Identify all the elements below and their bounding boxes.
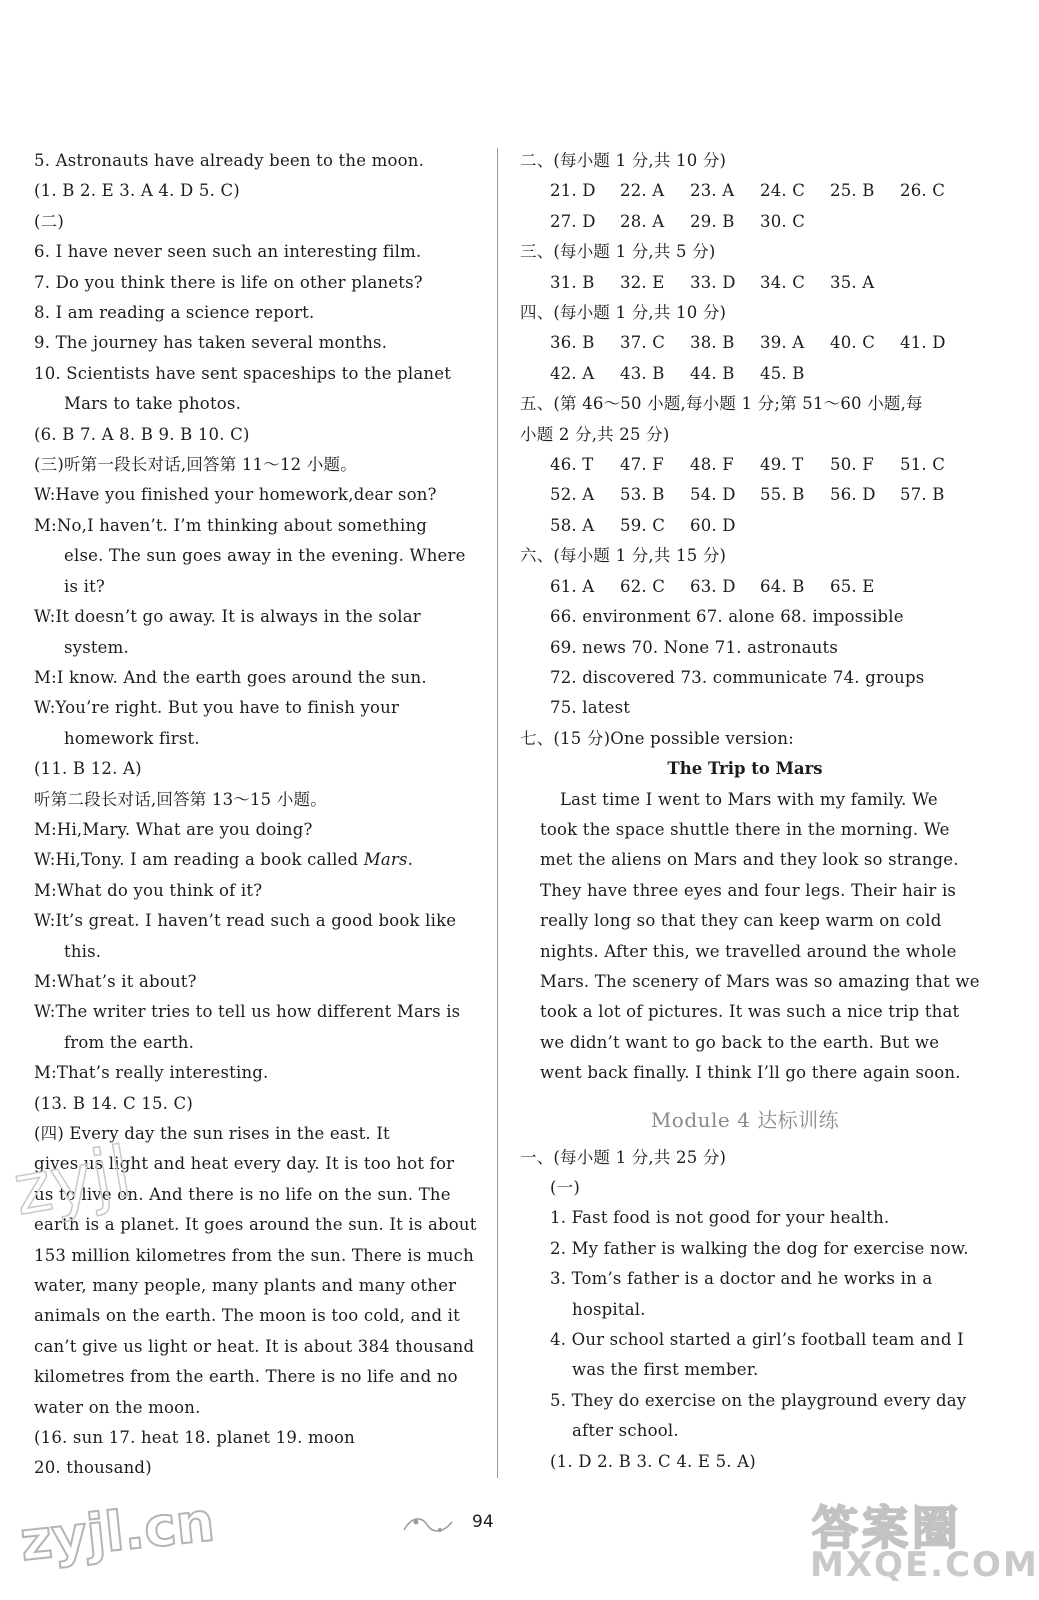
section-heading: 七、(15 分)One possible version: bbox=[520, 728, 794, 748]
answer-item: 30. C bbox=[760, 211, 806, 231]
answer-item: 38. B bbox=[690, 333, 735, 353]
answer-row: 72. discovered 73. communicate 74. groups bbox=[550, 667, 925, 687]
essay-title: The Trip to Mars bbox=[667, 759, 823, 779]
answer-item: 65. E bbox=[830, 576, 875, 596]
dialogue-line: M:What’s it about? bbox=[34, 971, 197, 991]
essay-line: met the aliens on Mars and they look so strange. bbox=[540, 850, 959, 870]
answer-key: (6. B 7. A 8. B 9. B 10. C) bbox=[34, 424, 250, 444]
section-heading: 听第二段长对话,回答第 13～15 小题。 bbox=[34, 789, 327, 809]
dialogue-line: else. The sun goes away in the evening. Where bbox=[64, 546, 466, 566]
section-heading: 三、(每小题 1 分,共 5 分) bbox=[520, 242, 716, 262]
answer-item: 23. A bbox=[690, 181, 735, 201]
answer-item: 22. A bbox=[620, 181, 665, 201]
column-divider bbox=[497, 148, 498, 1478]
answer-row bbox=[520, 480, 970, 510]
section-heading: 六、(每小题 1 分,共 15 分) bbox=[520, 546, 727, 566]
answer-item: 63. D bbox=[690, 576, 736, 596]
answer-item: 39. A bbox=[760, 333, 805, 353]
answer-line: hospital. bbox=[572, 1299, 646, 1319]
dialogue-line: from the earth. bbox=[64, 1032, 195, 1052]
answer-item: 40. C bbox=[830, 333, 876, 353]
answer-line: 2. My father is walking the dog for exercise now. bbox=[550, 1238, 969, 1258]
dialogue-line: M:Hi,Mary. What are you doing? bbox=[34, 819, 313, 839]
answer-item: 57. B bbox=[900, 485, 945, 505]
answer-row bbox=[520, 572, 970, 602]
answer-item: 41. D bbox=[900, 333, 946, 353]
answer-key: 20. thousand) bbox=[34, 1458, 152, 1478]
dialogue-line: W:It doesn’t go away. It is always in the solar bbox=[34, 607, 421, 627]
answer-key: (13. B 14. C 15. C) bbox=[34, 1093, 193, 1113]
dialogue-text: W:Hi,Tony. I am reading a book called bbox=[34, 850, 364, 870]
answer-row bbox=[520, 207, 970, 237]
answer-line: Mars to take photos. bbox=[64, 394, 242, 414]
dialogue-line bbox=[34, 845, 474, 875]
answer-item: 37. C bbox=[620, 333, 666, 353]
answer-item: 50. F bbox=[830, 455, 874, 475]
dialogue-line: W:Have you finished your homework,dear son? bbox=[34, 485, 437, 505]
answer-item: 21. D bbox=[550, 181, 596, 201]
essay-line: we didn’t want to go back to the earth. But we bbox=[540, 1032, 940, 1052]
dialogue-line: M:I know. And the earth goes around the sun. bbox=[34, 667, 427, 687]
answer-item: 32. E bbox=[620, 272, 665, 292]
answer-item: 34. C bbox=[760, 272, 806, 292]
passage-line: animals on the earth. The moon is too cold, and it bbox=[34, 1306, 460, 1326]
answer-item: 35. A bbox=[830, 272, 875, 292]
module-heading: Module 4 达标训练 bbox=[650, 1107, 840, 1132]
answer-item: 42. A bbox=[550, 363, 595, 383]
dialogue-line: system. bbox=[64, 637, 129, 657]
right-column bbox=[520, 146, 980, 1477]
essay-line: Mars. The scenery of Mars was so amazing that we bbox=[540, 971, 980, 991]
section-label: (二) bbox=[34, 211, 64, 231]
passage-line: gives us light and heat every day. It is too hot for bbox=[34, 1154, 455, 1174]
answer-line: 9. The journey has taken several months. bbox=[34, 333, 388, 353]
passage-line: earth is a planet. It goes around the sun. It is about bbox=[34, 1215, 477, 1235]
answer-item: 48. F bbox=[690, 455, 734, 475]
answer-item: 51. C bbox=[900, 455, 946, 475]
answer-item: 52. A bbox=[550, 485, 595, 505]
answer-key: (11. B 12. A) bbox=[34, 759, 142, 779]
answer-line: 8. I am reading a science report. bbox=[34, 303, 315, 323]
passage-line: can’t give us light or heat. It is about 384 thousand bbox=[34, 1336, 475, 1356]
passage-line: 153 million kilometres from the sun. There is much bbox=[34, 1245, 474, 1265]
passage-line: water, many people, many plants and many other bbox=[34, 1276, 457, 1296]
answer-item: 24. C bbox=[760, 181, 806, 201]
passage-line: (四) Every day the sun rises in the east. It bbox=[34, 1124, 390, 1143]
answer-item: 54. D bbox=[690, 485, 736, 505]
answer-item: 56. D bbox=[830, 485, 876, 505]
section-heading: 五、(第 46～50 小题,每小题 1 分;第 51～60 小题,每 bbox=[520, 394, 923, 414]
answer-row bbox=[520, 328, 970, 358]
section-label: (一) bbox=[550, 1178, 580, 1197]
answer-item: 64. B bbox=[760, 576, 805, 596]
dialogue-line: M:That’s really interesting. bbox=[34, 1063, 269, 1083]
dialogue-line: homework first. bbox=[64, 728, 200, 748]
answer-item: 47. F bbox=[620, 455, 664, 475]
passage-line: water on the moon. bbox=[34, 1397, 201, 1417]
answer-item: 53. B bbox=[620, 485, 665, 505]
answer-item: 60. D bbox=[690, 515, 736, 535]
book-title: Mars bbox=[363, 850, 408, 870]
answer-item: 31. B bbox=[550, 272, 595, 292]
answer-item: 43. B bbox=[620, 363, 665, 383]
answer-row bbox=[520, 450, 970, 480]
dialogue-line: W:The writer tries to tell us how different Mars is bbox=[34, 1002, 461, 1022]
answer-item: 28. A bbox=[620, 211, 665, 231]
essay-line: They have three eyes and four legs. Their hair is bbox=[540, 880, 957, 900]
answer-row bbox=[520, 268, 970, 298]
section-heading: 四、(每小题 1 分,共 10 分) bbox=[520, 303, 727, 323]
answer-line: 10. Scientists have sent spaceships to the planet bbox=[34, 363, 452, 383]
answer-item: 49. T bbox=[760, 455, 804, 475]
answer-line: 1. Fast food is not good for your health. bbox=[550, 1208, 890, 1228]
essay-line: Last time I went to Mars with my family. We bbox=[560, 789, 938, 809]
punctuation: . bbox=[407, 850, 414, 870]
essay-line: went back finally. I think I’ll go there again soon. bbox=[540, 1063, 961, 1083]
answer-item: 45. B bbox=[760, 363, 805, 383]
essay-line: really long so that they can keep warm on cold bbox=[540, 911, 942, 931]
watermark-zyjl: zyjl bbox=[7, 1130, 138, 1232]
page-ornament-icon bbox=[400, 1510, 456, 1538]
answer-item: 61. A bbox=[550, 576, 595, 596]
section-heading: 小题 2 分,共 25 分) bbox=[520, 424, 670, 444]
answer-line: after school. bbox=[572, 1421, 679, 1441]
answer-line: 5. They do exercise on the playground every day bbox=[550, 1390, 967, 1410]
answer-line: 4. Our school started a girl’s football team and I bbox=[550, 1330, 964, 1350]
answer-key: (1. B 2. E 3. A 4. D 5. C) bbox=[34, 181, 240, 201]
answer-item: 44. B bbox=[690, 363, 735, 383]
answer-row bbox=[520, 511, 970, 541]
watermark-answer-circle: 答案圈 bbox=[812, 1501, 962, 1555]
essay-line: took the space shuttle there in the morning. We bbox=[540, 819, 950, 839]
answer-row: 69. news 70. None 71. astronauts bbox=[550, 637, 839, 657]
answer-row bbox=[520, 359, 970, 389]
dialogue-line: M:What do you think of it? bbox=[34, 880, 263, 900]
dialogue-line: W:It’s great. I haven’t read such a good book like bbox=[34, 911, 457, 931]
watermark-zyjl-logo: zyjl.cn bbox=[17, 1490, 218, 1573]
answer-row bbox=[520, 176, 970, 206]
answer-row: 66. environment 67. alone 68. impossible bbox=[550, 607, 904, 627]
section-heading: (三)听第一段长对话,回答第 11～12 小题。 bbox=[34, 455, 357, 475]
answer-item: 27. D bbox=[550, 211, 596, 231]
answer-item: 26. C bbox=[900, 181, 946, 201]
answer-row: 75. latest bbox=[550, 698, 631, 718]
answer-item: 59. C bbox=[620, 515, 666, 535]
answer-line: 7. Do you think there is life on other planets? bbox=[34, 272, 423, 292]
essay-line: took a lot of pictures. It was such a nice trip that bbox=[540, 1002, 960, 1022]
left-column bbox=[34, 146, 477, 1484]
answer-item: 55. B bbox=[760, 485, 805, 505]
answer-key: (1. D 2. B 3. C 4. E 5. A) bbox=[550, 1451, 756, 1471]
answer-key: (16. sun 17. heat 18. planet 19. moon bbox=[34, 1428, 355, 1448]
answer-line: 5. Astronauts have already been to the moon. bbox=[34, 151, 425, 170]
answer-item: 58. A bbox=[550, 515, 595, 535]
passage-line: us to live on. And there is no life on the sun. The bbox=[34, 1184, 451, 1204]
dialogue-line: W:You’re right. But you have to finish your bbox=[34, 698, 400, 718]
essay-line: nights. After this, we travelled around the whole bbox=[540, 941, 957, 961]
watermark-mxqe: MXQE.COM bbox=[810, 1545, 1039, 1585]
passage-line: kilometres from the earth. There is no life and no bbox=[34, 1367, 458, 1387]
answer-line: was the first member. bbox=[572, 1360, 759, 1380]
section-heading: 二、(每小题 1 分,共 10 分) bbox=[520, 151, 727, 170]
answer-item: 62. C bbox=[620, 576, 666, 596]
section-heading: 一、(每小题 1 分,共 25 分) bbox=[520, 1147, 727, 1167]
answer-item: 33. D bbox=[690, 272, 736, 292]
dialogue-line: is it? bbox=[64, 576, 105, 596]
answer-item: 29. B bbox=[690, 211, 735, 231]
answer-line: 3. Tom’s father is a doctor and he works in a bbox=[550, 1269, 933, 1289]
page-number: 94 bbox=[472, 1512, 494, 1532]
answer-item: 36. B bbox=[550, 333, 595, 353]
dialogue-line: this. bbox=[64, 941, 102, 961]
dialogue-line: M:No,I haven’t. I’m thinking about something bbox=[34, 515, 428, 535]
answer-line: 6. I have never seen such an interesting film. bbox=[34, 242, 422, 262]
answer-item: 46. T bbox=[550, 455, 594, 475]
answer-item: 25. B bbox=[830, 181, 875, 201]
